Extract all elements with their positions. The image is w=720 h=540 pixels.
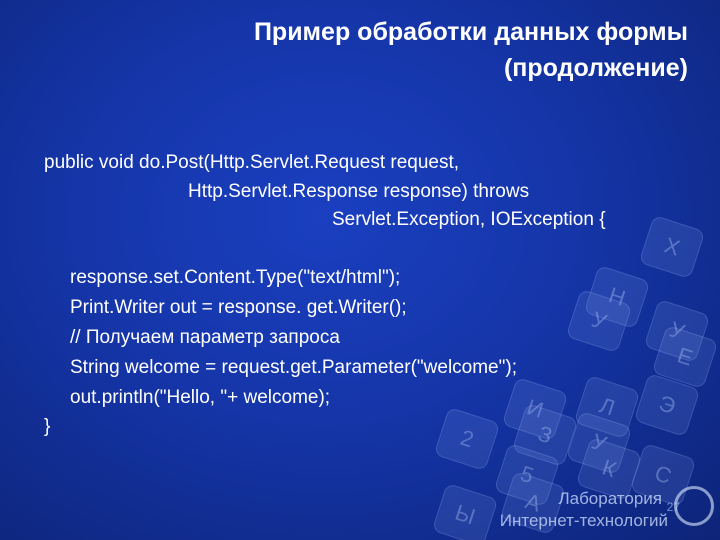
- slide-title: [88, 14, 688, 86]
- code-line: Http.Servlet.Response response) throws: [188, 181, 530, 202]
- keyboard-key: У: [566, 411, 633, 475]
- page-number: 27: [666, 500, 680, 514]
- keyboard-key: Е: [652, 325, 719, 389]
- keyboard-key: С: [630, 443, 697, 507]
- lab-logo: [500, 488, 712, 532]
- title-line-2: (продолжение): [503, 54, 688, 82]
- logo-line-2: Интернет-технологий: [499, 511, 668, 530]
- code-line: Print.Writer out = response. get.Writer();: [70, 297, 407, 318]
- code-line: response.set.Content.Type("text/html");: [70, 267, 401, 288]
- keyboard-key: А: [500, 471, 567, 535]
- logo-line-1: Лаборатория: [558, 489, 662, 508]
- keyboard-key: 5: [494, 443, 561, 507]
- keyboard-key: З: [512, 403, 579, 467]
- keyboard-key: У: [566, 289, 633, 353]
- keyboard-key: И: [502, 377, 569, 441]
- code-line: }: [44, 416, 51, 437]
- code-line: String welcome = request.get.Parameter("welcome");: [70, 357, 517, 378]
- keyboard-key: 2: [434, 407, 501, 471]
- keyboard-key: Х: [639, 215, 706, 279]
- code-line: // Получаем параметр запроса: [70, 327, 340, 348]
- code-line: Servlet.Exception, IOException {: [332, 209, 606, 230]
- keyboard-key: Л: [574, 375, 641, 439]
- keyboard-key: У: [644, 299, 711, 363]
- code-line: public void do.Post(Http.Servlet.Request request,: [44, 152, 460, 173]
- title-line-1: Пример обработки данных формы: [253, 18, 688, 46]
- keyboard-key: К: [576, 437, 643, 501]
- code-line: out.println("Hello, "+ welcome);: [70, 387, 331, 408]
- keyboard-key: Ы: [432, 483, 499, 540]
- keyboard-key: Н: [584, 265, 651, 329]
- keyboard-key: Э: [634, 373, 701, 437]
